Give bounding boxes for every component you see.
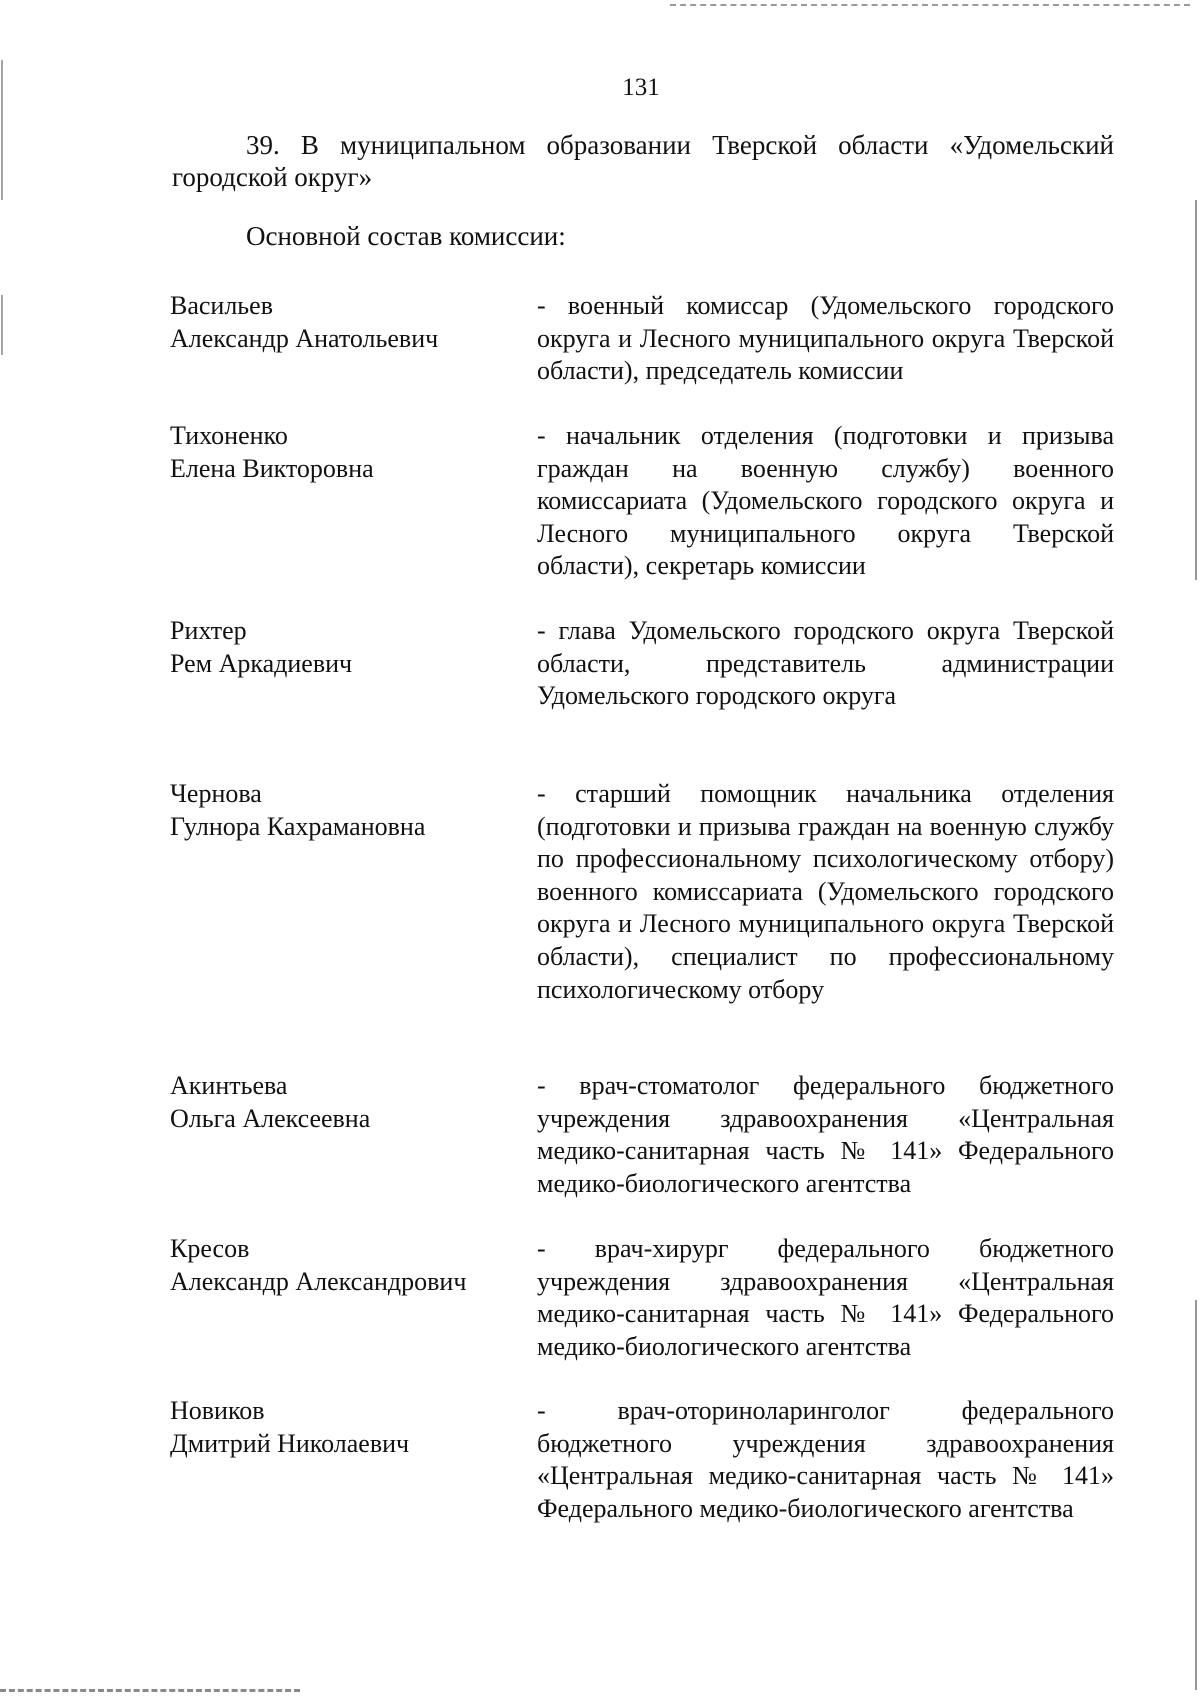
member-surname: Акинтьева	[170, 1071, 288, 1100]
member-given-names: Рем Аркадиевич	[170, 648, 353, 678]
member-role: - врач-оториноларинголог федерального бюджетного учреждения здравоохранения «Центральная медико-санитарная часть № 141» Федерального медико-биологического агентства	[537, 1396, 1114, 1523]
member-name	[170, 1233, 510, 1298]
member-name	[170, 778, 510, 843]
member-name	[170, 420, 510, 485]
member-surname: Тихоненко	[170, 421, 288, 450]
member-surname: Кресов	[170, 1234, 250, 1263]
subsection-heading: Основной состав комиссии:	[246, 221, 566, 251]
member-role: - старший помощник начальника отделения (подготовки и призыва граждан на военную службу по профессиональному психологическому отбору) военного комиссариата (Удомельского городского округа и Лесного муниципального округа Тверской области), специалист по профессиональному психологическому отбору	[537, 779, 1114, 1004]
member-surname: Чернова	[170, 779, 262, 808]
member-given-names: Елена Викторовна	[170, 453, 374, 483]
member-name	[170, 1395, 510, 1460]
scan-edge-right	[1195, 200, 1197, 580]
member-surname: Рихтер	[170, 616, 247, 645]
member-role: - глава Удомельского городского округа Тверской области, представитель администрации Удомельского городского округа	[537, 616, 1114, 711]
member-given-names: Дмитрий Николаевич	[170, 1428, 410, 1458]
member-role: - врач-хирург федерального бюджетного учреждения здравоохранения «Центральная медико-санитарная часть № 141» Федерального медико-биологического агентства	[537, 1234, 1114, 1361]
member-given-names: Александр Александрович	[170, 1266, 467, 1296]
member-given-names: Александр Анатольевич	[170, 323, 439, 353]
member-role: - военный комиссар (Удомельского городского округа и Лесного муниципального округа Тверской области), председатель комиссии	[537, 291, 1114, 386]
member-given-names: Гулнора Кахрамановна	[170, 811, 426, 841]
scan-edge-left	[1, 295, 3, 355]
member-role: - начальник отделения (подготовки и призыва граждан на военную службу) военного комиссариата (Удомельского городского округа и Лесного муниципального округа Тверской области), секретарь комиссии	[537, 421, 1114, 581]
scan-edge-right	[1195, 1300, 1197, 1690]
member-name	[170, 1070, 510, 1135]
member-name	[170, 290, 510, 355]
member-role: - врач-стоматолог федерального бюджетного учреждения здравоохранения «Центральная медико-санитарная часть № 141» Федерального медико-биологического агентства	[537, 1071, 1114, 1198]
page-number: 131	[622, 74, 660, 101]
member-surname: Новиков	[170, 1396, 265, 1425]
member-surname: Васильев	[170, 291, 273, 320]
member-name	[170, 615, 510, 680]
scan-line-top	[670, 4, 1190, 6]
member-given-names: Ольга Алексеевна	[170, 1103, 371, 1133]
scan-line-bottom	[0, 1689, 300, 1692]
section-heading: 39. В муниципальном образовании Тверской области «Удомельский городской округ»	[172, 130, 1114, 192]
